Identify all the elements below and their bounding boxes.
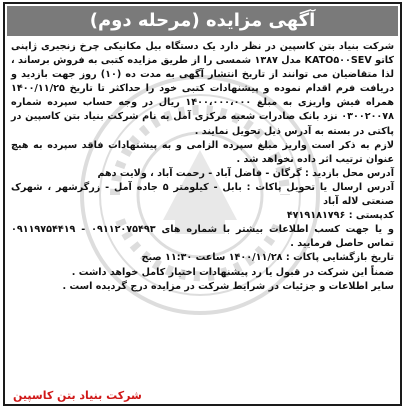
ad-rights-note: ضمناً این شرکت در قبول یا رد پیشنهادات اختیار کامل خواهد داشت .	[71, 266, 394, 278]
ad-delivery-address: آدرس ارسال یا تحویل پاکات : بابل - کیلومتر ۵ جاده آمل - زرگرشهر ، شهرک صنعتی لاله آباد	[11, 181, 395, 208]
ad-postal-code: کدپستی : ۴۷۱۹۱۸۱۷۹۶	[286, 210, 394, 222]
ad-visit-address: آدرس محل بازدید : گرگان - فاضل آباد - رحمت آباد ، ولایت دهم	[97, 167, 394, 179]
ad-contact-phones: و یا جهت کسب اطلاعات بیشتر با شماره های ۰۹۱۱۲۰۷۵۴۹۳ - ۰۹۱۱۹۷۵۴۴۱۹ تماس حاصل فرمایید .	[11, 224, 394, 250]
ad-paragraph-main: شرکت بنیاد بتن کاسپین در نظر دارد یک دستگاه بیل مکانیکی چرخ زنجیری ژاپنی کاتو KATO۵۰۰SEV مدل ۱۳۸۷ شمسی را از طریق مزایده کتبی به فروش برساند ، لذا متقاضیان می توانند از تاریخ انتشار آگهی به مدت ده (۱۰) روز جهت بازدید و دریافت فرم اقدام نموده و پیشنهادات کتبی خود را حداکثر تا تاریخ ۱۴۰۰/۱۱/۲۵ همراه فیش واریزی به مبلغ ۱۴۰۰،۰۰۰،۰۰۰ ریال در وجه حساب سپرده شماره ۰۳۰۰۲۰۰۷۸ نزد بانک صادرات شعبه مرکزی آمل به نام شرکت بنیاد بتن کاسپین در پاکتی در بسته به آدرس ذیل تحویل نمایند .	[11, 41, 394, 137]
ad-body	[5, 36, 400, 294]
ad-conditions-note: سایر اطلاعات و جزئیات در شرایط شرکت در مزایده درج گردیده است .	[62, 280, 394, 292]
ad-title-bar	[7, 6, 398, 36]
ad-footer-company: شرکت بنیاد بتن کاسپین	[13, 389, 142, 402]
ad-opening-date: تاریخ بازگشایی پاکات : ۱۴۰۰/۱۱/۲۸ ساعت ۱۱:۳۰ صبح	[141, 252, 394, 264]
ad-paragraph-deposit-note: لازم به ذکر است واریز مبلغ سپرده الزامی و به پیشنهادات فاقد سپرده به هیچ عنوان ترتیب اثر داده نخواهد شد .	[11, 139, 394, 165]
ad-title: آگهی مزایده (مرحله دوم)	[89, 10, 316, 31]
auction-ad-frame	[3, 2, 402, 406]
